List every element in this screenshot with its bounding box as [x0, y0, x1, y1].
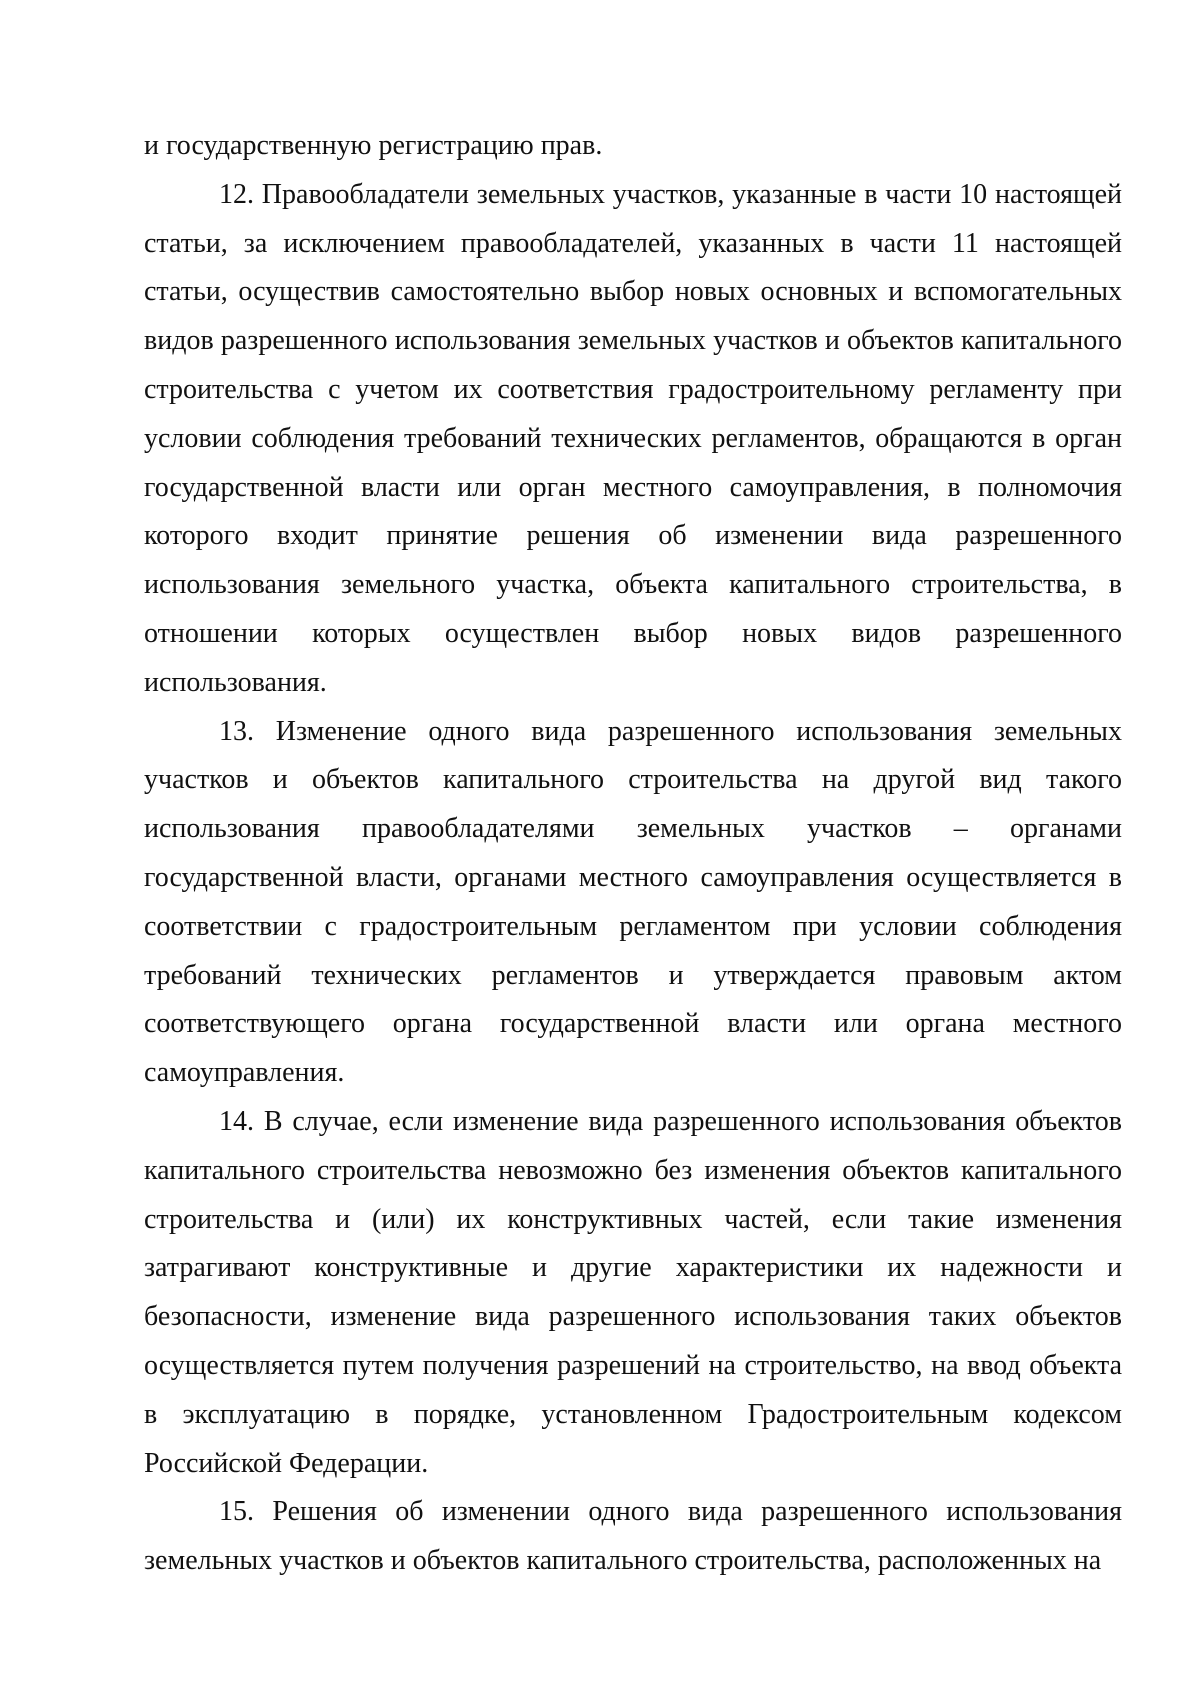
paragraph-item-13: 13. Изменение одного вида разрешенного использования земельных участков и объектов капитального строительства на другой вид такого использования правообладателями земельных участков – органами государственной власти, органами местного самоуправления осуществляется в соответствии с градостроительным регламентом при условии соблюдения требований технических регламентов и утверждается правовым актом соответствующего органа государственной власти или органа местного самоуправления.: [144, 715, 1122, 1089]
paragraph-item-14: 14. В случае, если изменение вида разрешенного использования объектов капитального строительства невозможно без изменения объектов капитального строительства и (или) их конструктивных частей, если такие изменения затрагивают конструктивные и другие характеристики их надежности и безопасности, изменение вида разрешенного использования таких объектов осуществляется путем получения разрешений на строительство, на ввод объекта в эксплуатацию в порядке, установленном Градостроительным кодексом Российской Федерации.: [144, 1105, 1122, 1479]
paragraph-item-15: 15. Решения об изменении одного вида разрешенного использования земельных участков и объектов капитального строительства, расположенных на: [144, 1496, 1122, 1577]
document-body: [144, 122, 1122, 1586]
paragraph-continuation: и государственную регистрацию прав.: [144, 130, 603, 161]
paragraph-item-12: 12. Правообладатели земельных участков, указанные в части 10 настоящей статьи, за исключением правообладателей, указанных в части 11 настоящей статьи, осуществив самостоятельно выбор новых основных и вспомогательных видов разрешенного использования земельных участков и объектов капитального строительства с учетом их соответствия градостроительному регламенту при условии соблюдения требований технических регламентов, обращаются в орган государственной власти или орган местного самоуправления, в полномочия которого входит принятие решения об изменении вида разрешенного использования земельного участка, объекта капитального строительства, в отношении которых осуществлен выбор новых видов разрешенного использования.: [144, 178, 1122, 698]
